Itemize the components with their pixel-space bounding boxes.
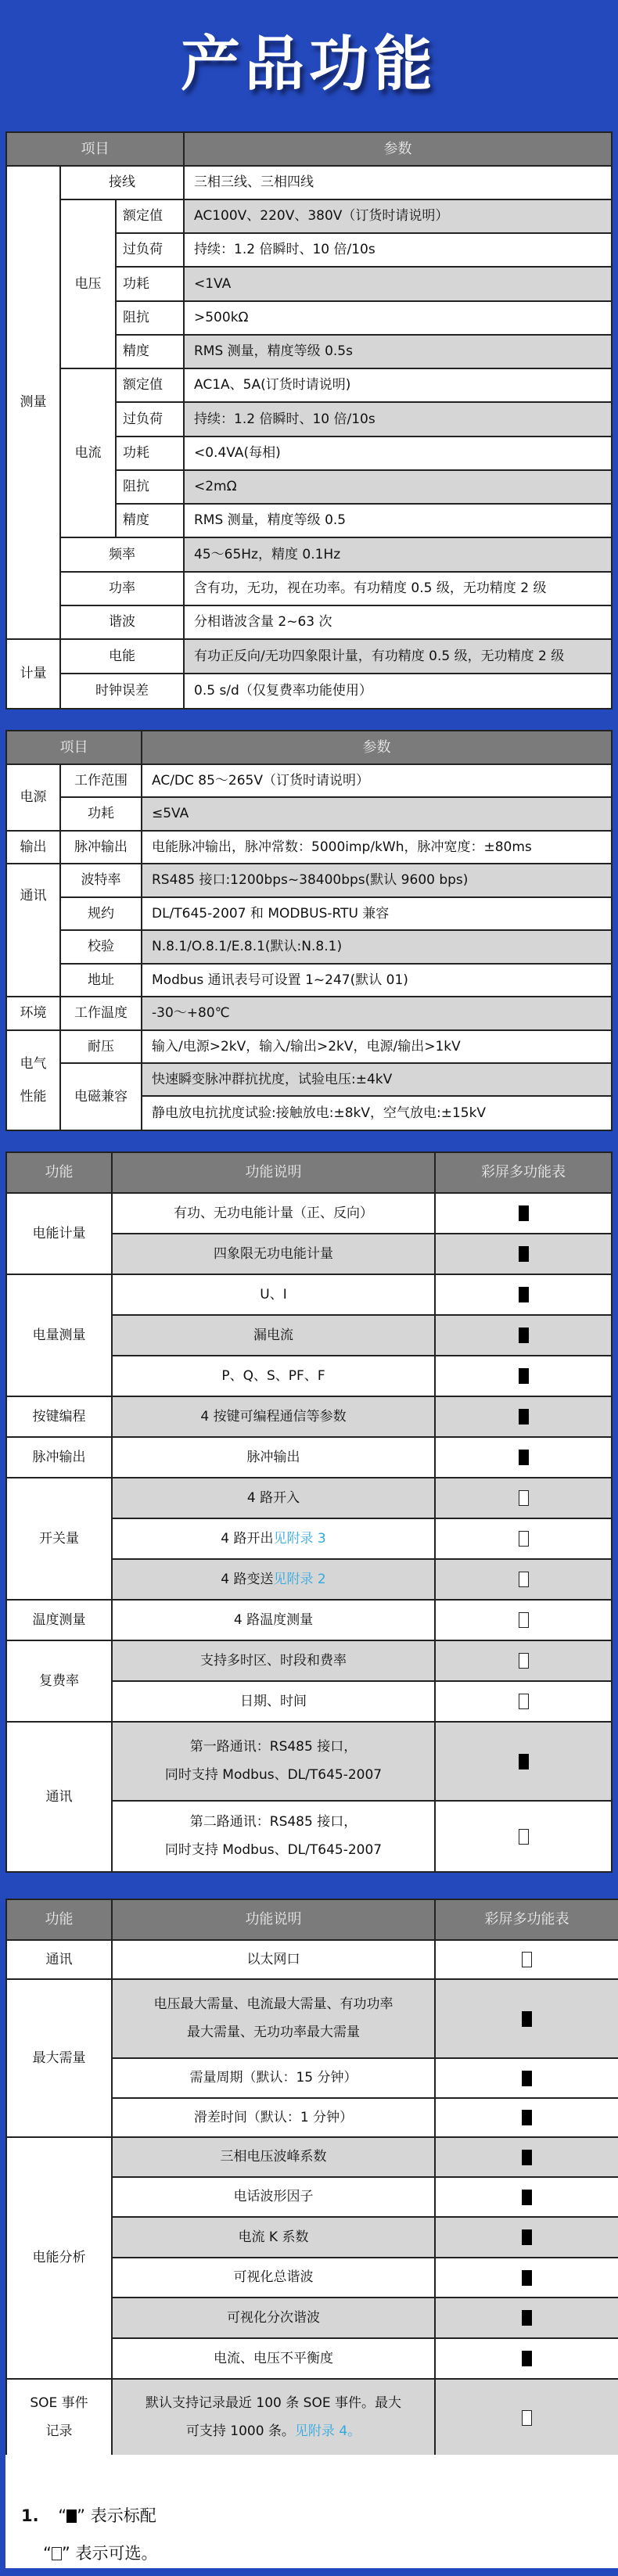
note-number: 1.	[21, 2506, 39, 2525]
group-comm: 通讯	[7, 864, 61, 997]
emc-label: 电磁兼容	[61, 1064, 142, 1130]
mark-cell	[436, 1316, 611, 1356]
standard-mark-icon	[519, 1287, 529, 1302]
mark-cell	[436, 1601, 611, 1641]
optional-mark-icon	[519, 1653, 529, 1669]
mark-cell	[436, 1641, 611, 1682]
mark-cell	[436, 2178, 618, 2218]
current-impedance-value: <2mΩ	[185, 471, 611, 505]
func-desc: 电流 K 系数	[113, 2218, 436, 2258]
comm-parity-value: N.8.1/O.8.1/E.8.1(默认:N.8.1)	[142, 931, 611, 965]
mark-cell	[436, 2339, 618, 2380]
quote-close: ”	[77, 2506, 86, 2525]
current-overload-label: 过负荷	[117, 403, 185, 437]
group-electrical-measure: 电量测量	[7, 1275, 113, 1397]
voltage-power-value: <1VA	[185, 268, 611, 302]
standard-mark-icon	[522, 2310, 532, 2326]
func-desc: 滑差时间（默认：1 分钟）	[113, 2099, 436, 2138]
mark-cell	[436, 1478, 611, 1519]
electrical-label-line2: 性能	[20, 1089, 47, 1105]
mark-cell	[436, 1234, 611, 1275]
row-label-wiring: 接线	[61, 167, 185, 200]
mark-cell	[436, 1275, 611, 1316]
ps-consumption-value: ≤5VA	[142, 798, 611, 832]
optional-mark-icon	[52, 2547, 62, 2560]
func-desc-line2-text: 可支持 1000 条。	[185, 2423, 295, 2439]
func-desc	[113, 1723, 436, 1802]
voltage-accuracy-value: RMS 测量，精度等级 0.5s	[185, 336, 611, 369]
page-title: 产品功能	[181, 29, 437, 99]
func-desc: 可视化总谐波	[113, 2258, 436, 2298]
header-param: 参数	[185, 133, 611, 167]
func-desc	[113, 1560, 436, 1601]
mark-cell	[436, 1682, 611, 1723]
header-param: 参数	[142, 731, 611, 765]
mark-cell	[436, 2218, 618, 2258]
general-spec-table	[5, 730, 613, 1131]
optional-mark-icon	[519, 1490, 529, 1506]
withstand-value: 输入/电源>2kV，输入/输出>2kV，电源/输出>1kV	[142, 1031, 611, 1064]
standard-mark-icon	[519, 1409, 529, 1425]
standard-mark-icon	[66, 2510, 77, 2523]
func-desc: 4 按键可编程通信等参数	[113, 1397, 436, 1438]
group-environment: 环境	[7, 997, 61, 1031]
standard-mark-icon	[519, 1205, 529, 1221]
standard-mark-icon	[522, 2110, 532, 2125]
func-desc: 支持多时区、时段和费率	[113, 1641, 436, 1682]
current-accuracy-label: 精度	[117, 505, 185, 538]
group-soe	[7, 2380, 113, 2456]
mark-cell	[436, 1802, 611, 1871]
group-multi-rate: 复费率	[7, 1641, 113, 1723]
row-value-wiring: 三相三线、三相四线	[185, 167, 611, 200]
func-desc-line1: 电压最大需量、电流最大需量、有功功率	[153, 1996, 393, 2012]
group-energy-analysis: 电能分析	[7, 2138, 113, 2380]
func-desc: 四象限无功电能计量	[113, 1234, 436, 1275]
group-key-programming: 按键编程	[7, 1397, 113, 1438]
optional-mark-icon	[519, 1829, 529, 1845]
standard-mark-icon	[522, 2150, 532, 2165]
header-item: 项目	[7, 731, 142, 765]
appendix-3-link[interactable]: 见附录 3	[273, 1530, 326, 1547]
current-power-label: 功耗	[117, 437, 185, 471]
voltage-impedance-label: 阻抗	[117, 302, 185, 336]
group-voltage: 电压	[61, 200, 117, 369]
standard-mark-icon	[522, 2071, 532, 2086]
mark-cell	[436, 2298, 618, 2339]
func-desc: 漏电流	[113, 1316, 436, 1356]
func-desc: 日期、时间	[113, 1682, 436, 1723]
soe-label-line1: SOE 事件	[30, 2395, 88, 2411]
row-value-power: 含有功，无功，视在功率。有功精度 0.5 级，无功精度 2 级	[185, 573, 611, 606]
comm-address-label: 地址	[61, 965, 142, 997]
mark-cell	[436, 1980, 618, 2059]
row-value-clock: 0.5 s/d（仅复费率功能使用）	[185, 674, 611, 708]
func-desc-line1: 第一路通讯：RS485 接口，	[189, 1738, 358, 1755]
standard-mark-icon	[519, 1328, 529, 1343]
func-desc-line2: 同时支持 Modbus、DL/T645-2007	[164, 1766, 383, 1783]
optional-mark-icon	[519, 1572, 529, 1587]
func-desc-line1: 默认支持记录最近 100 条 SOE 事件。最大	[146, 2395, 401, 2411]
voltage-impedance-value: >500kΩ	[185, 302, 611, 336]
mark-cell	[436, 1194, 611, 1234]
optional-mark-icon	[522, 2410, 532, 2426]
func-desc	[113, 1519, 436, 1560]
func-desc: P、Q、S、PF、F	[113, 1356, 436, 1397]
optional-mark-icon	[519, 1531, 529, 1547]
group-current: 电流	[61, 369, 117, 538]
quote-close: ”	[61, 2544, 70, 2563]
func-desc: 4 路开入	[113, 1478, 436, 1519]
func-desc: 三相电压波峰系数	[113, 2138, 436, 2178]
comm-protocol-value: DL/T645-2007 和 MODBUS-RTU 兼容	[142, 898, 611, 931]
mark-cell	[436, 1356, 611, 1397]
group-power-supply: 电源	[7, 765, 61, 832]
ps-range-label: 工作范围	[61, 765, 142, 798]
group-energy-metering: 电能计量	[7, 1194, 113, 1275]
mark-cell	[436, 2258, 618, 2298]
group-measure: 测量	[7, 167, 61, 640]
row-label-harmonic: 谐波	[61, 606, 185, 640]
emc-value-1: 快速瞬变脉冲群抗扰度，试验电压:±4kV	[142, 1064, 611, 1097]
note-optional-text: 表示可选。	[75, 2544, 158, 2563]
note-optional	[43, 2541, 157, 2564]
mark-cell	[436, 2138, 618, 2178]
func-desc	[113, 2380, 436, 2456]
func-desc	[113, 1980, 436, 2059]
mark-cell	[436, 1438, 611, 1478]
note-standard	[21, 2503, 156, 2527]
voltage-accuracy-label: 精度	[117, 336, 185, 369]
func-desc-text: 4 路变送	[221, 1571, 274, 1587]
func-desc: 需量周期（默认：15 分钟）	[113, 2059, 436, 2099]
voltage-power-label: 功耗	[117, 268, 185, 302]
appendix-4-link[interactable]: 见附录 4。	[294, 2423, 361, 2439]
mark-cell	[436, 2059, 618, 2099]
current-power-value: <0.4VA(每相)	[185, 437, 611, 471]
group-electrical	[7, 1031, 61, 1130]
group-metering: 计量	[7, 640, 61, 708]
voltage-overload-label: 过负荷	[117, 234, 185, 268]
optional-mark-icon	[522, 1952, 532, 1967]
comm-baud-label: 波特率	[61, 864, 142, 898]
func-desc: 电话波形因子	[113, 2178, 436, 2218]
header-model: 彩屏多功能表	[436, 1900, 618, 1941]
mark-cell	[436, 1397, 611, 1438]
ps-consumption-label: 功耗	[61, 798, 142, 832]
mark-cell	[436, 1519, 611, 1560]
header-func: 功能	[7, 1900, 113, 1941]
row-value-energy: 有功正反向/无功四象限计量，有功精度 0.5 级，无功精度 2 级	[185, 640, 611, 674]
function-table-1	[5, 1151, 613, 1873]
row-label-clock: 时钟误差	[61, 674, 185, 708]
header-desc: 功能说明	[113, 1900, 436, 1941]
standard-mark-icon	[522, 2011, 532, 2027]
mark-cell	[436, 1723, 611, 1802]
soe-label-line2: 记录	[45, 2423, 73, 2439]
comm-protocol-label: 规约	[61, 898, 142, 931]
row-label-power: 功率	[61, 573, 185, 606]
row-value-harmonic: 分相谐波含量 2~63 次	[185, 606, 611, 640]
row-label-frequency: 频率	[61, 538, 185, 573]
appendix-2-link[interactable]: 见附录 2	[273, 1571, 326, 1587]
func-desc-line2: 同时支持 Modbus、DL/T645-2007	[164, 1841, 383, 1858]
header-item: 项目	[7, 133, 185, 167]
group-pulse-output: 脉冲输出	[7, 1438, 113, 1478]
func-desc-line1: 第二路通讯：RS485 接口，	[189, 1813, 358, 1830]
row-value-frequency: 45～65Hz，精度 0.1Hz	[185, 538, 611, 573]
voltage-overload-value: 持续：1.2 倍瞬时、10 倍/10s	[185, 234, 611, 268]
output-pulse-value: 电能脉冲输出，脉冲常数：5000imp/kWh，脉冲宽度：±80ms	[142, 832, 611, 864]
group-communication: 通讯	[7, 1723, 113, 1871]
mark-cell	[436, 1560, 611, 1601]
comm-address-value: Modbus 通讯表号可设置 1~247(默认 01)	[142, 965, 611, 997]
func-desc-line2: 最大需量、无功功率最大需量	[187, 2024, 360, 2040]
current-overload-value: 持续：1.2 倍瞬时、10 倍/10s	[185, 403, 611, 437]
legend-notes	[5, 2455, 618, 2568]
comm-parity-label: 校验	[61, 931, 142, 965]
func-desc	[113, 1802, 436, 1871]
group-communication: 通讯	[7, 1941, 113, 1980]
optional-mark-icon	[519, 1694, 529, 1709]
current-accuracy-value: RMS 测量，精度等级 0.5	[185, 505, 611, 538]
func-desc: 脉冲输出	[113, 1438, 436, 1478]
header-func: 功能	[7, 1153, 113, 1194]
group-output: 输出	[7, 832, 61, 864]
func-desc-line2	[186, 2418, 361, 2446]
header-desc: 功能说明	[113, 1153, 436, 1194]
mark-cell	[436, 2380, 618, 2456]
header-model: 彩屏多功能表	[436, 1153, 611, 1194]
standard-mark-icon	[519, 1368, 529, 1384]
group-max-demand: 最大需量	[7, 1980, 113, 2138]
standard-mark-icon	[519, 1246, 529, 1262]
func-desc: 4 路温度测量	[113, 1601, 436, 1641]
standard-mark-icon	[522, 2270, 532, 2286]
func-desc: 电流、电压不平衡度	[113, 2339, 436, 2380]
standard-mark-icon	[519, 1754, 529, 1769]
output-pulse-label: 脉冲输出	[61, 832, 142, 864]
group-switch: 开关量	[7, 1478, 113, 1601]
env-temp-value: -30～+80℃	[142, 997, 611, 1031]
note-standard-text: 表示标配	[90, 2506, 156, 2525]
optional-mark-icon	[519, 1612, 529, 1628]
quote-open: “	[43, 2544, 52, 2563]
current-rated-value: AC1A、5A(订货时请说明)	[185, 369, 611, 403]
func-desc: 有功、无功电能计量（正、反向）	[113, 1194, 436, 1234]
withstand-label: 耐压	[61, 1031, 142, 1064]
group-temperature: 温度测量	[7, 1601, 113, 1641]
current-rated-label: 额定值	[117, 369, 185, 403]
function-table-2	[5, 1899, 618, 2456]
row-label-energy: 电能	[61, 640, 185, 674]
voltage-rated-value: AC100V、220V、380V（订货时请说明）	[185, 200, 611, 234]
comm-baud-value: RS485 接口:1200bps~38400bps(默认 9600 bps)	[142, 864, 611, 898]
mark-cell	[436, 1941, 618, 1980]
electrical-label-line1: 电气	[20, 1055, 47, 1072]
func-desc-text: 4 路开出	[221, 1530, 274, 1547]
env-temp-label: 工作温度	[61, 997, 142, 1031]
standard-mark-icon	[522, 2190, 532, 2205]
ps-range-value: AC/DC 85～265V（订货时请说明）	[142, 765, 611, 798]
func-desc: 以太网口	[113, 1941, 436, 1980]
quote-open: “	[58, 2506, 67, 2525]
standard-mark-icon	[522, 2351, 532, 2366]
emc-value-2: 静电放电抗扰度试验:接触放电:±8kV，空气放电:±15kV	[142, 1097, 611, 1130]
standard-mark-icon	[522, 2229, 532, 2245]
func-desc: 可视化分次谐波	[113, 2298, 436, 2339]
current-impedance-label: 阻抗	[117, 471, 185, 505]
mark-cell	[436, 2099, 618, 2138]
measurement-spec-table	[5, 131, 613, 710]
voltage-rated-label: 额定值	[117, 200, 185, 234]
standard-mark-icon	[519, 1450, 529, 1465]
func-desc: U、I	[113, 1275, 436, 1316]
